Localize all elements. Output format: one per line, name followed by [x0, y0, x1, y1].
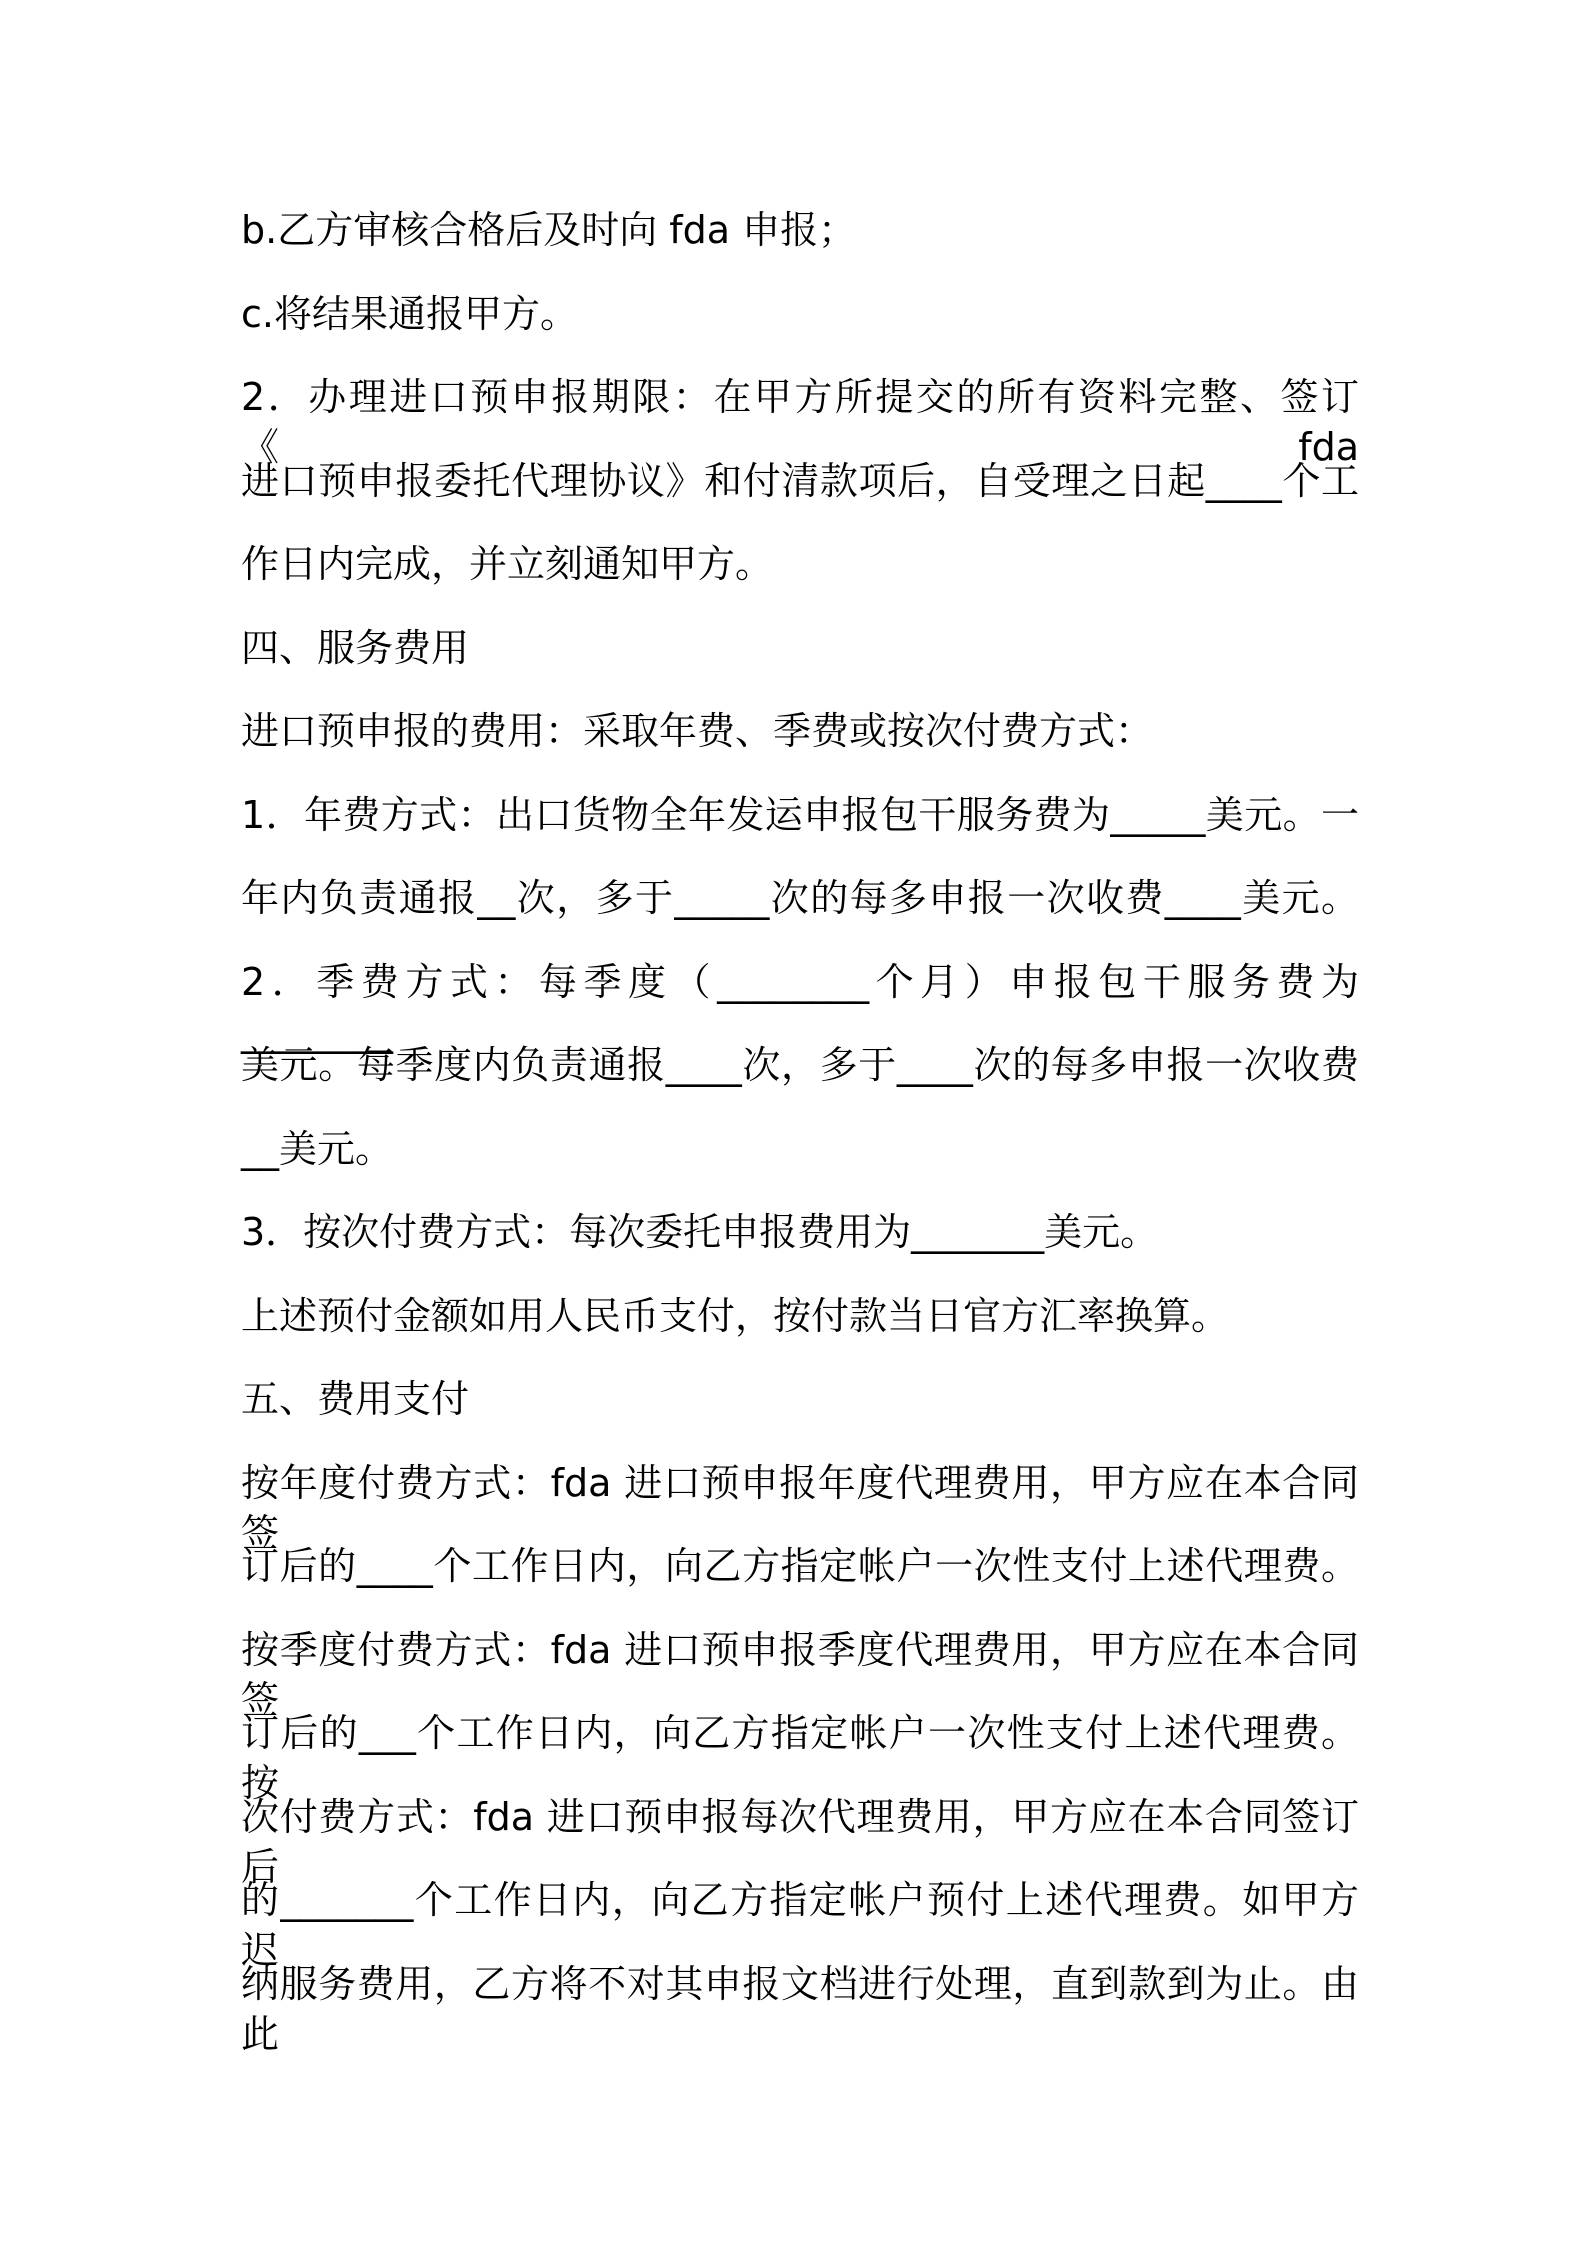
text-line: 年内负责通报__次，多于_____次的每多申报一次收费____美元。	[241, 876, 1359, 920]
text-line: 订后的____个工作日内，向乙方指定帐户一次性支付上述代理费。	[241, 1544, 1359, 1588]
text-line: 的_______个工作日内，向乙方指定帐户预付上述代理费。如甲方迟	[241, 1878, 1359, 1972]
section-heading: 四、服务费用	[241, 626, 470, 670]
text-line: 次付费方式：fda 进口预申报每次代理费用，甲方应在本合同签订后	[241, 1795, 1359, 1889]
text-line: b.乙方审核合格后及时向 fda 申报；	[241, 208, 857, 252]
text-line: 上述预付金额如用人民币支付，按付款当日官方汇率换算。	[241, 1294, 1230, 1338]
text-line: 作日内完成，并立刻通知甲方。	[241, 542, 774, 586]
text-line: 进口预申报委托代理协议》和付清款项后，自受理之日起____个工	[241, 459, 1359, 503]
text-line: 1．年费方式：出口货物全年发运申报包干服务费为_____美元。一	[241, 793, 1359, 837]
text-line: 纳服务费用，乙方将不对其申报文档进行处理，直到款到为止。由此	[241, 1962, 1359, 2056]
text-line: 2．季费方式：每季度（________个月）申报包干服务费为________	[241, 960, 1359, 1054]
text-line: 2．办理进口预申报期限：在甲方所提交的所有资料完整、签订《fda	[241, 375, 1359, 469]
text-line: __美元。	[241, 1127, 394, 1171]
text-line: 美元。每季度内负责通报____次，多于____次的每多申报一次收费	[241, 1043, 1359, 1087]
text-line: 按季度付费方式：fda 进口预申报季度代理费用，甲方应在本合同签	[241, 1628, 1359, 1722]
section-heading: 五、费用支付	[241, 1377, 470, 1421]
text-line: 进口预申报的费用：采取年费、季费或按次付费方式：	[241, 709, 1154, 753]
text-line: 订后的___个工作日内，向乙方指定帐户一次性支付上述代理费。按	[241, 1711, 1359, 1805]
text-line: 3．按次付费方式：每次委托申报费用为_______美元。	[241, 1210, 1159, 1254]
text-line: c.将结果通报甲方。	[241, 292, 578, 336]
text-line: 按年度付费方式：fda 进口预申报年度代理费用，甲方应在本合同签	[241, 1461, 1359, 1555]
